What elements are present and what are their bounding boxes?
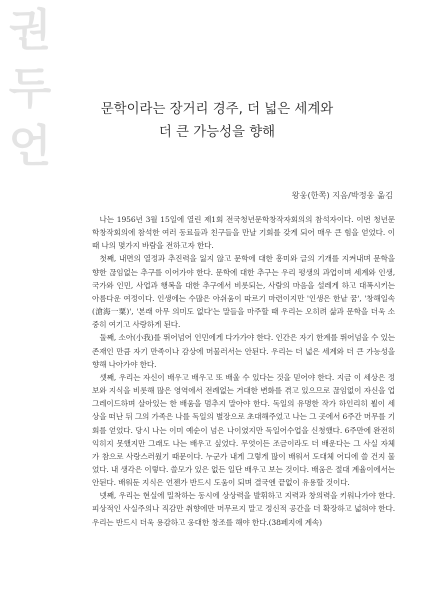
body-paragraph: 나는 1956년 3월 15일에 열린 제1회 전국청년문학창작자회의의 참석자이다. 이번 청년문학창작회의에 참석한 여러 동료들과 친구들을 만날 기회를 갖게 되어 매우 큰 힘을 얻었다. 이때 나의 몇가지 바람을 전하고자 한다. [92, 215, 395, 251]
article-title [60, 98, 374, 144]
body-paragraph: 첫째, 내면의 열정과 추진력을 잃지 않고 문학에 대한 흥미와 글의 기개를 지켜내며 문학을 향한 끊임없는 추구를 이어가야 한다. 문학에 대한 추구는 우리 평생의 과업이며 세계와 인생, 국가와 인민, 사업과 행복을 대한 추구에서 비롯되는, 사람의 마음을 설레게 하고 대폭시키는 아름다운 여정이다. 인생에는 수많은 아쉬움이 따르기 마련이지만 '인생은 한낱 꿈', '창해일속(滄海一粟)', '본래 아무 의미도 없다'는 말들을 마주할 때 우리는 오히려 삶과 문학을 더욱 소중히 여기고 사랑하게 된다. [92, 254, 395, 330]
side-title-char: 권 [8, 5, 52, 56]
body-paragraph: 둘째, 소아(小我)를 뛰어넘어 인민에게 다가가야 한다. 인간은 자기 한계를 뛰어넘을 수 있는 존재인 만큼 자기 만족이나 감상에 머물러서는 안된다. 우리는 더 넓은 세계와 더 큰 가능성을 향해 나아가야 한다. [92, 333, 395, 369]
side-title-char: 두 [8, 63, 52, 114]
article-body [92, 213, 395, 593]
body-paragraph: 넷째, 우리는 현실에 밀착하는 동시에 상상력을 발휘하고 지력과 창의력을 키워나가야 한다. 피상적인 사실주의나 직감만 취향에만 머무르지 말고 정신적 공간을 더 확장하고 넓혀야 한다. 우리는 반드시 더욱 용감하고 웅대한 창조를 해야 한다.(38페지에 계속) [92, 491, 395, 527]
article-title-line-1: 문학이라는 장거리 경주, 더 넓은 세계와 [100, 102, 334, 117]
body-paragraph: 셋째, 우리는 자신이 배우고 배우고 또 배울 수 있다는 것을 믿어야 한다. 지금 이 세상은 정보와 지식을 비롯해 많은 영역에서 전례없는 거대한 변화를 겪고 있으므로 끊임없이 자신을 업그레이드하며 살아있는 한 배움을 멈추지 말아야 한다. 독일의 유명한 작가 하인리히 뵐이 세상을 떠난 뒤 그의 가족은 나를 독일의 별장으로 초대해주었고 나는 그 곳에서 6주간 머무를 기회를 얻었다. 당시 나는 이미 예순이 넘은 나이였지만 독일어수업을 신청했다. 6주만에 완전히 익히지 못했지만 그래도 나는 배우고 싶었다. 무엇이든 조금이라도 더 배운다는 그 사실 자체가 참으로 사랑스러웠기 때문이다. 누군가 내게 그렇게 많이 배워서 도대체 어디에 쓸 건지 물었다. 내 생각은 이렇다. 쓸모가 있은 없든 일단 배우고 보는 것이다. 배움은 절대 계율이에서는 안된다. 배워둔 지식은 언젠가 반드시 도움이 되며 결국엔 끝없이 유용할 것이다. [92, 372, 395, 488]
side-title-decoration [3, 2, 57, 176]
author-translator-byline: 왕웅(한쪽) 지음/박정웅 옮김 [291, 190, 393, 200]
side-title-char: 언 [8, 121, 52, 172]
article-title-line-2: 더 큰 가능성을 향해 [158, 125, 276, 140]
